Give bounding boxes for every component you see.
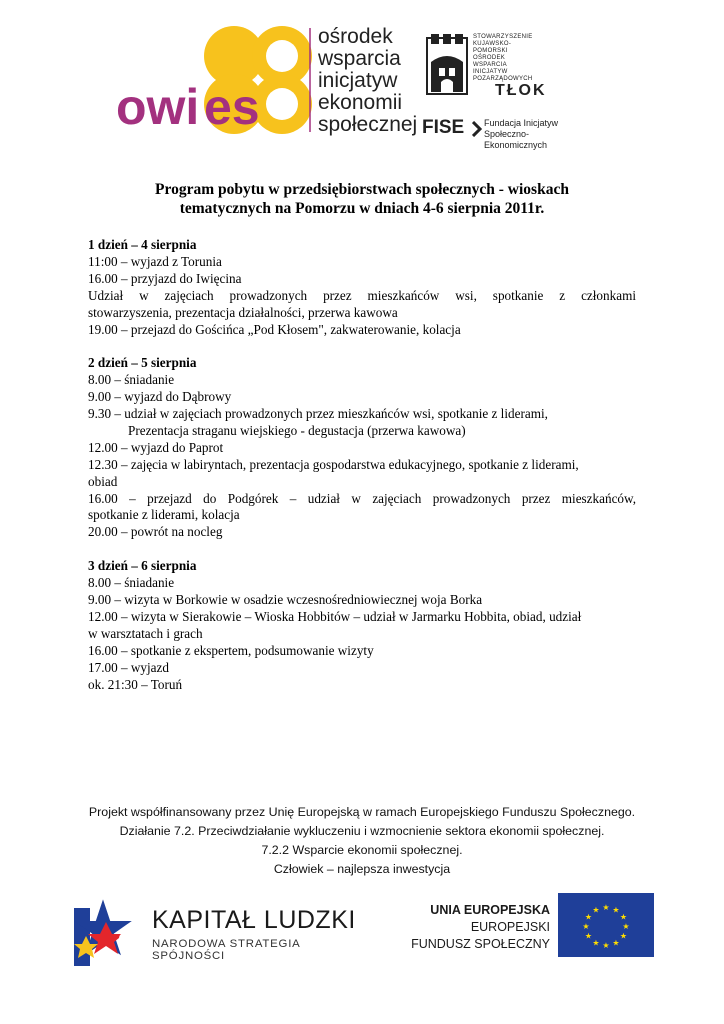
tlok-name: TŁOK bbox=[495, 82, 547, 99]
owies-tagline bbox=[318, 26, 417, 136]
footer-line: Człowiek – najlepsza inwestycja bbox=[273, 862, 451, 876]
fise-subtitle bbox=[484, 118, 592, 151]
day-2-section bbox=[88, 355, 636, 541]
svg-text:★: ★ bbox=[602, 903, 610, 912]
eu-line: EUROPEJSKI bbox=[470, 920, 550, 934]
fise-logo bbox=[422, 115, 592, 150]
schedule-line: 8.00 – śniadanie bbox=[88, 575, 175, 591]
eu-line: UNIA EUROPEJSKA bbox=[430, 903, 550, 917]
day-heading: 2 dzień – 5 sierpnia bbox=[88, 355, 197, 371]
owies-line: społecznej bbox=[318, 113, 418, 136]
tlok-org-line: WSPARCIA bbox=[473, 62, 507, 68]
owies-prefix: owi bbox=[116, 79, 200, 135]
schedule-line: w warsztatach i grach bbox=[88, 625, 203, 641]
schedule-line: 20.00 – powrót na nocleg bbox=[88, 524, 223, 540]
svg-text:★: ★ bbox=[622, 922, 630, 931]
footer-line: Działanie 7.2. Przeciwdziałanie wykluczeniu i wzmocnienie sektora ekonomii społecznej. bbox=[119, 824, 605, 838]
tlok-org-line: POMORSKI bbox=[473, 48, 508, 54]
svg-text:★: ★ bbox=[602, 941, 610, 950]
tlok-org-line: STOWARZYSZENIE bbox=[473, 34, 533, 40]
section-gap bbox=[88, 541, 636, 558]
schedule-line: 16.00 – przyjazd do Iwięcina bbox=[88, 270, 242, 286]
owies-suffix: es bbox=[204, 79, 260, 135]
footer-line: Projekt współfinansowany przez Unię Europejską w ramach Europejskiego Funduszu Społecznego. bbox=[88, 805, 636, 819]
schedule-line: Prezentacja straganu wiejskiego - degustacja (przerwa kawowa) bbox=[128, 422, 466, 438]
svg-text:★: ★ bbox=[584, 931, 593, 941]
kapital-ludzki-title: KAPITAŁ LUDZKI bbox=[152, 906, 356, 934]
svg-text:★: ★ bbox=[619, 912, 628, 922]
owies-line: ośrodek bbox=[318, 25, 393, 48]
schedule-line: spotkanie z liderami, kolacja bbox=[88, 507, 240, 523]
kapital-ludzki-star-icon bbox=[66, 888, 148, 974]
schedule-line: 12.00 – wizyta w Sierakowie – Wioska Hobbitów – udział w Jarmarku Hobbita, obiad, udział bbox=[88, 608, 582, 624]
svg-text:★: ★ bbox=[592, 905, 600, 915]
fise-sub-line: Społeczno-Ekonomicznych bbox=[484, 129, 548, 150]
schedule-line: 19.00 – przejazd do Gościńca „Pod Kłosem", zakwaterowanie, kolacja bbox=[88, 321, 461, 337]
day-1-section bbox=[88, 237, 636, 338]
schedule-line: Udział w zajęciach prowadzonych przez mieszkańców wsi, spotkanie z członkami bbox=[88, 287, 636, 303]
schedule-line: 8.00 – śniadanie bbox=[88, 372, 175, 388]
kapital-ludzki-subtitle: NARODOWA STRATEGIA SPÓJNOŚCI bbox=[152, 938, 300, 962]
schedule-line: 16.00 – przejazd do Podgórek – udział w zajęciach prowadzonych przez mieszkańców, bbox=[88, 490, 636, 506]
schedule-line: 9.00 – wizyta w Borkowie w osadzie wczesnośredniowiecznej woja Borka bbox=[88, 592, 483, 607]
tlok-org-line: POZARZĄDOWYCH bbox=[473, 76, 533, 82]
schedule-line: stowarzyszenia, prezentacja działalności, przerwa kawowa bbox=[88, 304, 398, 320]
schedule-line: ok. 21:30 – Toruń bbox=[88, 676, 183, 692]
svg-text:★: ★ bbox=[582, 922, 590, 931]
fise-arrow-icon bbox=[472, 121, 482, 137]
svg-text:★: ★ bbox=[619, 931, 628, 941]
eu-line: FUNDUSZ SPOŁECZNY bbox=[411, 937, 550, 951]
eu-flag-icon bbox=[558, 893, 654, 957]
footer-line: 7.2.2 Wsparcie ekonomii społecznej. bbox=[261, 843, 463, 857]
tlok-org-line: OŚRODEK bbox=[473, 55, 506, 61]
schedule-line: 12.30 – zajęcia w labiryntach, prezentacja gospodarstwa edukacyjnego, spotkanie z liderami, bbox=[88, 456, 579, 472]
section-gap bbox=[88, 338, 636, 355]
schedule-line: 11:00 – wyjazd z Torunia bbox=[88, 253, 222, 269]
fise-name: FISE bbox=[422, 117, 465, 138]
svg-text:★: ★ bbox=[612, 905, 620, 915]
tlok-org-name bbox=[473, 34, 533, 83]
kapital-ludzki-logo bbox=[66, 888, 366, 974]
day-heading: 1 dzień – 4 sierpnia bbox=[88, 237, 197, 252]
svg-text:★: ★ bbox=[584, 912, 593, 922]
owies-line: ekonomii bbox=[318, 91, 403, 114]
tlok-org-line: INICJATYW bbox=[473, 69, 508, 75]
svg-text:★: ★ bbox=[592, 938, 600, 948]
owies-logo bbox=[112, 20, 418, 140]
schedule-line: 16.00 – spotkanie z ekspertem, podsumowanie wizyty bbox=[88, 642, 374, 658]
day-3-section bbox=[88, 558, 636, 693]
day-heading: 3 dzień – 6 sierpnia bbox=[88, 558, 197, 574]
eu-text-block bbox=[404, 902, 550, 953]
tlok-logo bbox=[425, 32, 555, 102]
schedule-line: 9.00 – wyjazd do Dąbrowy bbox=[88, 389, 232, 405]
title-line: Program pobytu w przedsiębiorstwach społecznych - wioskach bbox=[155, 181, 569, 198]
schedule-line: 17.00 – wyjazd bbox=[88, 659, 169, 675]
owies-line: wsparcia bbox=[318, 47, 401, 70]
svg-text:★: ★ bbox=[612, 938, 620, 948]
schedule-line: 12.00 – wyjazd do Paprot bbox=[88, 439, 224, 455]
tlok-org-line: KUJAWSKO- bbox=[473, 41, 512, 47]
title-line: tematycznych na Pomorzu w dniach 4-6 sierpnia 2011r. bbox=[179, 200, 545, 217]
footer-funding-note bbox=[60, 803, 664, 879]
owies-line: inicjatyw bbox=[318, 69, 398, 92]
schedule-line: obiad bbox=[88, 473, 118, 489]
program-body bbox=[88, 237, 636, 693]
document-title bbox=[88, 180, 636, 218]
schedule-line: 9.30 – udział w zajęciach prowadzonych przez mieszkańców wsi, spotkanie z liderami, bbox=[88, 406, 548, 422]
tlok-castle-icon bbox=[425, 32, 469, 98]
fise-sub-line: Fundacja Inicjatyw bbox=[484, 118, 559, 128]
